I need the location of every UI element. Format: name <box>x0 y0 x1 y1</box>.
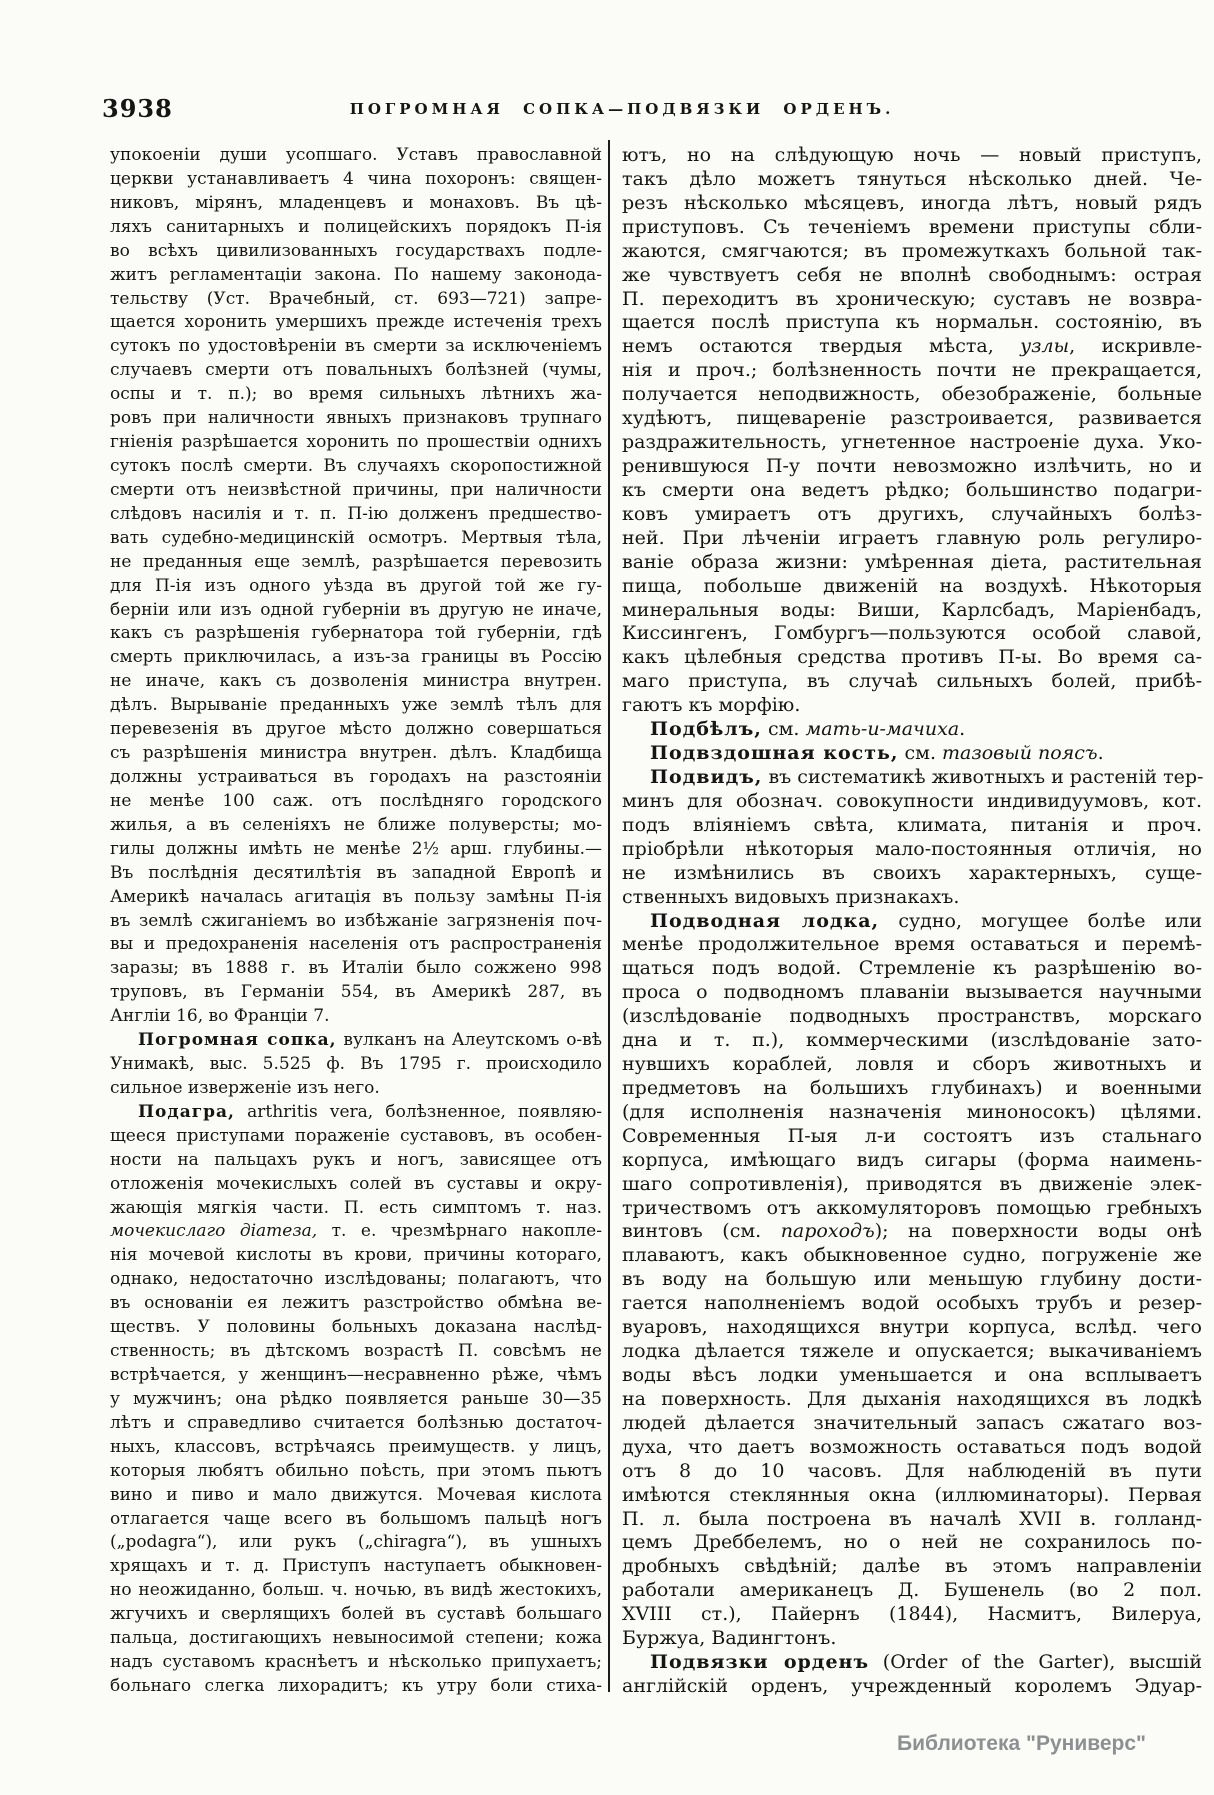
text-segment: узлы <box>1020 335 1070 358</box>
text-segment: пища, побольше движеній на воздухѣ. Нѣкоторыя <box>622 574 1202 597</box>
text-segment: людей дѣлается значительный запасъ сжатаго воз- <box>622 1411 1202 1434</box>
text-line <box>622 407 1202 431</box>
text-segment: на поверхность. Для дыханія находящихся въ лодкѣ <box>622 1387 1202 1410</box>
text-segment: . <box>1097 742 1104 765</box>
text-segment: лодка дѣлается тяжеле и опускается; выкачиваніемъ <box>622 1340 1202 1363</box>
text-line <box>622 1173 1202 1197</box>
text-segment: (Order of the Garter), высшій <box>869 1651 1202 1674</box>
text-segment: нувшихъ кораблей, ловля и сборъ животныхъ и <box>622 1053 1202 1076</box>
text-line <box>110 1340 602 1364</box>
text-segment: случаевъ смерти отъ повальныхъ болѣзней (чумы, <box>110 360 602 381</box>
text-line <box>110 1579 602 1603</box>
text-segment: , искривле- <box>1069 335 1202 358</box>
text-line <box>622 1053 1202 1077</box>
text-segment: слѣдовъ насилія и т. п. П-ію долженъ предшество- <box>110 503 602 524</box>
text-line <box>622 288 1202 312</box>
text-line <box>622 1579 1202 1603</box>
left-column <box>110 144 602 1699</box>
text-line <box>110 1149 602 1173</box>
text-line <box>110 288 602 312</box>
text-line <box>110 1555 602 1579</box>
text-line <box>110 264 602 288</box>
text-line <box>110 790 602 814</box>
text-segment: подъ вліяніемъ свѣта, климата, питанія и проч. <box>622 813 1202 836</box>
text-segment: для П-ія изъ одного уѣзда въ другой той же гу- <box>110 575 602 596</box>
text-segment: вулканъ на Алеутскомъ о-вѣ <box>336 1030 602 1051</box>
text-line <box>622 981 1202 1005</box>
text-line <box>110 1173 602 1197</box>
text-line <box>622 1340 1202 1364</box>
text-line <box>110 575 602 599</box>
text-segment: ); на поверхности воды онѣ <box>874 1220 1202 1243</box>
text-segment: во всѣхъ цивилизованныхъ государствахъ подле- <box>110 240 602 261</box>
column-divider-rule <box>608 140 610 1692</box>
text-line <box>622 455 1202 479</box>
text-segment: ровъ при наличности явныхъ признаковъ трупнаго <box>110 408 602 429</box>
text-segment: arthritis vera, болѣзненное, появляю- <box>234 1101 602 1122</box>
text-line <box>110 1436 602 1460</box>
text-line <box>110 335 602 359</box>
text-segment: нія и проч.; болѣзненность почти не прекращается, <box>622 359 1202 382</box>
text-segment: получается неподвижность, обезображеніе, больные <box>622 383 1202 406</box>
text-line <box>110 455 602 479</box>
text-line <box>622 1412 1202 1436</box>
text-line <box>622 599 1202 623</box>
text-line <box>622 1197 1202 1221</box>
text-line <box>622 1125 1202 1149</box>
text-segment: заразы; въ 1888 г. въ Италіи было сожжено 998 <box>110 958 602 979</box>
text-segment: ней. При лѣченіи играетъ главную роль регулиро- <box>622 526 1202 549</box>
text-line <box>622 957 1202 981</box>
text-segment: не измѣнились въ своихъ характерныхъ, суще- <box>622 861 1202 884</box>
text-line <box>110 431 602 455</box>
text-line <box>622 1651 1202 1675</box>
text-line <box>622 1316 1202 1340</box>
text-segment: немъ остаются твердыя мѣста, <box>622 335 1021 358</box>
right-column <box>622 144 1202 1699</box>
text-line <box>110 838 602 862</box>
text-line <box>622 933 1202 957</box>
text-segment: перевезенія въ другое мѣсто должно совершаться <box>110 719 602 740</box>
text-line <box>622 1149 1202 1173</box>
text-segment: какъ съ разрѣшенія губернатора той губерніи, гдѣ <box>110 623 602 644</box>
text-segment: ственность; въ дѣтскомъ возрастѣ П. совсѣмъ не <box>110 1341 602 1362</box>
text-segment: въ систематикѣ животныхъ и растеній тер- <box>762 765 1204 788</box>
text-segment: дна и т. п.), коммерческими (изслѣдованіе зато- <box>622 1029 1202 1052</box>
entry-headword: Погромная сопка, <box>138 1030 337 1051</box>
text-line <box>622 646 1202 670</box>
text-segment: Америкѣ началась агитація въ пользу замѣны П-ія <box>110 886 602 907</box>
text-segment: ности на пальцахъ рукъ и ногъ, зависящее отъ <box>110 1149 602 1170</box>
text-segment: пароходъ <box>780 1220 875 1243</box>
text-segment: плаваютъ, какъ обыкновенное судно, погруженіе же <box>622 1244 1202 1267</box>
text-segment: жилья, а въ селеніяхъ не ближе полуверсты; мо- <box>110 814 602 835</box>
text-segment: ляхъ санитарныхъ и полицейскихъ порядокъ П-ія <box>110 216 602 237</box>
text-segment: щаться подъ водой. Стремленіе къ разрѣшенію во- <box>622 957 1202 980</box>
text-segment: однако, недостаточно изслѣдованы; полагаютъ, что <box>110 1269 602 1290</box>
text-segment: маго приступа, въ случаѣ сильныхъ болей, прибѣ- <box>622 670 1202 693</box>
text-line <box>622 1220 1202 1244</box>
text-line <box>622 1364 1202 1388</box>
text-line <box>110 1077 602 1101</box>
text-line <box>622 1029 1202 1053</box>
text-segment: берніи или изъ одной губерніи въ другую не иначе, <box>110 599 602 620</box>
text-line <box>110 383 602 407</box>
text-segment: не менѣе 100 саж. отъ послѣдняго городского <box>110 790 602 811</box>
text-segment: жающія мягкія части. П. есть симптомъ т. наз. <box>110 1197 602 1218</box>
text-line <box>110 670 602 694</box>
text-line <box>110 742 602 766</box>
running-title: ПОГРОМНАЯ СОПКА—ПОДВЯЗКИ ОРДЕНЪ. <box>349 100 895 118</box>
text-segment: вино и пиво и мало движутся. Мочевая кислота <box>110 1484 602 1505</box>
text-segment: воды вѣсъ лодки уменьшается и она всплываетъ <box>622 1364 1202 1387</box>
text-line <box>622 886 1202 910</box>
text-segment: ютъ, но на слѣдующую ночь — новый приступъ, <box>622 144 1202 166</box>
entry-headword: Подагра, <box>138 1101 235 1122</box>
text-line <box>110 646 602 670</box>
text-segment: шаго сопротивленія), приводятся въ движеніе элек- <box>622 1172 1202 1195</box>
text-line <box>622 1675 1202 1699</box>
text-line <box>110 407 602 431</box>
text-segment: къ смерти она ведетъ рѣдко; большинство подагри- <box>622 478 1202 501</box>
text-line <box>622 790 1202 814</box>
text-line <box>622 1292 1202 1316</box>
text-segment: дѣлъ. Вырываніе преданныхъ уже землѣ тѣлъ для <box>110 695 602 716</box>
entry-headword: Подбѣлъ, <box>650 718 762 741</box>
text-line <box>622 168 1202 192</box>
text-line <box>110 527 602 551</box>
text-segment: никовъ, мірянъ, младенцевъ и монаховъ. Въ цѣ- <box>110 192 602 213</box>
text-line <box>622 335 1202 359</box>
text-segment: (для исполненія назначенія миноносокъ) цѣлями. <box>622 1100 1202 1123</box>
text-segment: тельству (Уст. Врачебный, ст. 693—721) запре- <box>110 288 602 309</box>
text-segment: но неожиданно, больш. ч. ночью, въ видѣ жестокихъ, <box>110 1580 602 1601</box>
text-line <box>622 311 1202 335</box>
text-line <box>110 1197 602 1221</box>
text-line <box>110 886 602 910</box>
text-segment: П. л. была построена въ началѣ XVII в. голланд- <box>622 1507 1202 1530</box>
text-segment: какъ цѣлебныя средства противъ П-ы. Во время са- <box>622 646 1202 669</box>
text-segment: хрящахъ и т. д. Приступъ наступаетъ обыкновен- <box>110 1556 602 1577</box>
text-segment: вы и предохраненія населенія отъ распространенія <box>110 934 602 955</box>
text-segment: см. <box>761 718 806 741</box>
text-line <box>110 1531 602 1555</box>
text-segment: отложенія мочекислыхъ солей въ суставы и окру- <box>110 1173 602 1194</box>
text-segment: гаютъ къ морфію. <box>622 694 801 717</box>
text-segment: Современныя П-ыя л-и состоятъ изъ стальнаго <box>622 1124 1202 1147</box>
text-segment: гніенія разрѣшается хоронить по прошествіи однихъ <box>110 432 602 453</box>
text-line <box>622 1555 1202 1579</box>
text-line <box>110 503 602 527</box>
text-line <box>622 1603 1202 1627</box>
text-segment: резъ нѣсколько мѣсяцевъ, иногда лѣтъ, новый рядъ <box>622 191 1202 214</box>
text-segment: винтовъ (см. <box>622 1220 781 1243</box>
text-segment: ваніе образа жизни: умѣренная діета, растительная <box>622 550 1202 573</box>
text-line <box>622 838 1202 862</box>
text-segment: пальца, достигающихъ невыносимой степени; кожа <box>110 1628 602 1649</box>
text-segment: корпуса, имѣющаго видъ сигары (форма наимень- <box>622 1148 1202 1171</box>
text-segment: т. е. чрезмѣрнаго накопле- <box>317 1221 602 1242</box>
text-line <box>110 1101 602 1125</box>
text-line <box>110 1364 602 1388</box>
text-segment: предметовъ на большихъ глубинахъ) и военными <box>622 1076 1202 1099</box>
text-segment: упокоеніи души усопшаго. Уставъ православной <box>110 145 602 165</box>
text-line <box>110 1220 602 1244</box>
text-line <box>622 622 1202 646</box>
text-line <box>110 910 602 934</box>
text-line <box>110 1675 602 1699</box>
text-line <box>622 264 1202 288</box>
text-line <box>622 1101 1202 1125</box>
text-segment: пріобрѣли нѣкоторыя мало-постоянныя отличія, но <box>622 837 1202 860</box>
text-segment: жгучихъ и сверлящихъ болей въ суставѣ большаго <box>110 1604 602 1625</box>
text-segment: тазовый поясъ <box>942 742 1098 765</box>
text-line <box>110 1603 602 1627</box>
text-line <box>110 718 602 742</box>
text-line <box>110 1316 602 1340</box>
text-line <box>110 1244 602 1268</box>
text-line <box>622 144 1202 168</box>
text-line <box>622 551 1202 575</box>
text-segment: жаются, смягчаются; въ промежуткахъ больной так- <box>622 239 1202 262</box>
text-line <box>622 742 1202 766</box>
text-segment: см. <box>898 742 943 765</box>
text-line <box>622 503 1202 527</box>
text-segment: не иначе, какъ съ дозволенія министра внутрен. <box>110 671 602 692</box>
text-segment: духа, что даетъ возможность оставаться подъ водой <box>622 1435 1202 1458</box>
text-line <box>622 1388 1202 1412</box>
text-segment: въ основаніи ея лежитъ разстройство обмѣна ве- <box>110 1293 602 1314</box>
text-line <box>622 527 1202 551</box>
text-segment: въ землѣ сжиганіемъ во избѣжаніе загрязненія поч- <box>110 910 602 931</box>
text-segment: ковъ умираетъ отъ другихъ, случайныхъ болѣз- <box>622 502 1202 525</box>
text-segment: же чувствуетъ себя не вполнѣ свободнымъ: острая <box>622 263 1202 286</box>
text-segment: имѣются стеклянныя окна (иллюминаторы). Первая <box>622 1483 1202 1506</box>
text-segment: вуаровъ, находящихся внутри корпуса, вслѣд. чего <box>622 1316 1202 1339</box>
text-segment: XVIII ст.), Пайернъ (1844), Насмитъ, Вилеруа, <box>622 1603 1202 1626</box>
text-segment: Въ послѣднія десятилѣтія въ западной Европѣ и <box>110 862 602 883</box>
text-segment: труповъ, въ Германіи 554, въ Америкѣ 287, въ <box>110 982 602 1003</box>
text-segment: должны устраиваться въ городахъ на разстояніи <box>110 766 602 787</box>
text-segment: сутокъ по удостовѣреніи въ смерти за исключеніемъ <box>110 336 602 357</box>
text-segment: судно, могущее болѣе или <box>879 909 1202 932</box>
text-segment: тричествомъ отъ аккомуляторовъ помощью гребныхъ <box>622 1196 1202 1219</box>
text-line <box>622 670 1202 694</box>
text-line <box>622 479 1202 503</box>
text-line <box>110 1053 602 1077</box>
text-segment: сутокъ послѣ смерти. Въ случаяхъ скоропостижной <box>110 455 602 476</box>
entry-headword: Подвидъ, <box>650 765 763 788</box>
text-line <box>622 216 1202 240</box>
text-segment: отъ 8 до 10 часовъ. Для наблюденій въ пути <box>622 1459 1202 1482</box>
text-segment: щается хоронить умершихъ прежде истеченія трехъ <box>110 312 602 333</box>
text-segment: гается наполненіемъ водой особыхъ трубъ и резер- <box>622 1292 1202 1315</box>
text-segment: ныхъ, классовъ, встрѣчаясь преимуществ. у лицъ, <box>110 1436 602 1457</box>
text-line <box>110 1651 602 1675</box>
text-segment: менѣе продолжительное время оставаться и перемѣ- <box>622 933 1202 956</box>
text-line <box>110 599 602 623</box>
text-segment: проса о подводномъ плаваніи вызывается научными <box>622 981 1202 1004</box>
entry-headword: Подводная лодка, <box>650 909 880 932</box>
text-line <box>622 1484 1202 1508</box>
text-segment: минъ для обознач. совокупности индивидуумовъ, кот. <box>622 789 1202 812</box>
text-line <box>110 479 602 503</box>
text-segment: П. переходитъ въ хроническую; суставъ не возвра- <box>622 287 1202 310</box>
text-line <box>622 718 1202 742</box>
text-segment: . <box>959 718 966 741</box>
text-line <box>110 168 602 192</box>
text-segment: церкви устанавливаетъ 4 чина похоронъ: священ- <box>110 168 602 189</box>
text-segment: ществъ. У половины больныхъ доказана наслѣд- <box>110 1317 602 1338</box>
text-line <box>110 1005 602 1029</box>
text-segment: встрѣчается, у женщинъ—несравненно рѣже, чѣмъ <box>110 1365 602 1386</box>
text-line <box>110 933 602 957</box>
text-segment: Буржуа, Вадингтонъ. <box>622 1627 837 1650</box>
text-line <box>622 1436 1202 1460</box>
text-line <box>622 910 1202 934</box>
text-segment: Киссингенъ, Гомбургъ—пользуются особой славой, <box>622 622 1202 645</box>
text-segment: смерти отъ неизвѣстной причины, при наличности <box>110 479 602 500</box>
text-line <box>110 957 602 981</box>
text-segment: худѣютъ, пищевареніе разстроивается, развивается <box>622 407 1202 430</box>
text-segment: ственныхъ видовыхъ признакахъ. <box>622 885 960 908</box>
text-segment: житъ регламентаціи закона. По нашему законода- <box>110 264 602 285</box>
text-line <box>622 694 1202 718</box>
text-segment: въ воду на большую или меньшую глубину дости- <box>622 1268 1202 1291</box>
text-line <box>110 1460 602 1484</box>
text-line <box>110 1388 602 1412</box>
text-line <box>622 1244 1202 1268</box>
text-line <box>622 431 1202 455</box>
text-line <box>110 1029 602 1053</box>
text-line <box>622 575 1202 599</box>
text-line <box>110 694 602 718</box>
text-line <box>110 1484 602 1508</box>
text-segment: гилы должны имѣть не менѣе 2½ арш. глубины.— <box>110 838 602 859</box>
text-segment: работали американецъ Д. Бушенель (во 2 пол. <box>622 1579 1202 1602</box>
text-segment: которыя любятъ обильно поѣсть, при этомъ пьютъ <box>110 1460 602 1481</box>
entry-headword: Подвздошная кость, <box>650 742 899 765</box>
text-segment: цемъ Дреббелемъ, но о ней не сохранилось по- <box>622 1531 1202 1554</box>
text-segment: Англіи 16, во Франціи 7. <box>110 1006 330 1027</box>
text-segment: смерть приключилась, а изъ-за границы въ Россію <box>110 647 602 668</box>
text-segment: надъ суставомъ краснѣетъ и нѣсколько припухаетъ; <box>110 1652 602 1673</box>
page-number: 3938 <box>102 94 173 123</box>
text-line <box>622 1005 1202 1029</box>
text-line <box>110 981 602 1005</box>
text-line <box>622 1077 1202 1101</box>
text-line <box>622 814 1202 838</box>
text-segment: минеральныя воды: Виши, Карлсбадъ, Маріенбадъ, <box>622 598 1202 621</box>
entry-headword: Подвязки орденъ <box>650 1651 870 1674</box>
text-segment: нія мочевой кислоты въ крови, причины котораго, <box>110 1245 602 1266</box>
text-line <box>110 1627 602 1651</box>
text-line <box>110 862 602 886</box>
text-segment: больнаго слегка лихорадитъ; къ утру боли стиха- <box>110 1676 602 1696</box>
text-segment: у мужчинъ; она рѣдко появляется раньше 30—35 <box>110 1388 602 1409</box>
text-line <box>110 144 602 168</box>
text-segment: мочекислаго діатеза, <box>110 1221 318 1242</box>
text-line <box>110 814 602 838</box>
text-segment: („podagra“), или рукъ („chiragra“), въ ушныхъ <box>110 1532 602 1553</box>
text-line <box>110 766 602 790</box>
text-line <box>110 622 602 646</box>
text-segment: раздражительность, угнетенное настроеніе духа. Уко- <box>622 431 1202 454</box>
text-line <box>110 216 602 240</box>
text-segment: дробныхъ свѣдѣній; далѣе въ этомъ направленіи <box>622 1555 1202 1578</box>
text-line <box>110 311 602 335</box>
text-line <box>110 1268 602 1292</box>
text-segment: отлагается чаще всего въ большомъ пальцѣ ногъ <box>110 1508 602 1529</box>
text-segment: приступовъ. Съ теченіемъ времени приступы сбли- <box>622 215 1202 238</box>
text-segment: вать судебно-медицинскій осмотръ. Мертвыя тѣла, <box>110 527 602 548</box>
text-segment: (изслѣдованіе подводныхъ пространствъ, морскаго <box>622 1005 1202 1028</box>
text-line <box>622 359 1202 383</box>
text-line <box>622 383 1202 407</box>
text-segment: англійскій орденъ, учрежденный королемъ Эдуар- <box>622 1675 1202 1697</box>
text-segment: оспы и т. п.); во время сильныхъ лѣтнихъ жа- <box>110 384 602 405</box>
text-segment: щееся приступами пораженіе суставовъ, въ особен- <box>110 1125 602 1146</box>
text-line <box>622 240 1202 264</box>
text-line <box>110 551 602 575</box>
text-line <box>110 1508 602 1532</box>
text-segment: щается послѣ приступа къ нормальн. состоянію, въ <box>622 311 1202 334</box>
text-segment: съ разрѣшенія министра внутрен. дѣлъ. Кладбища <box>110 743 602 764</box>
text-segment: такъ дѣло можетъ тянуться нѣсколько дней. Че- <box>622 167 1202 190</box>
text-line <box>110 1125 602 1149</box>
text-segment: не преданныя еще землѣ, разрѣшается перевозить <box>110 551 602 572</box>
text-line <box>622 1508 1202 1532</box>
text-segment: ренившуюся П-у почти невозможно излѣчить, но и <box>622 454 1202 477</box>
text-line <box>110 1412 602 1436</box>
text-line <box>110 240 602 264</box>
library-watermark: Библиотека "Руниверс" <box>897 1732 1147 1755</box>
text-line <box>622 862 1202 886</box>
text-line <box>110 1292 602 1316</box>
text-segment: сильное изверженіе изъ него. <box>110 1077 380 1098</box>
text-line <box>622 1460 1202 1484</box>
text-line <box>622 1627 1202 1651</box>
text-segment: лѣтъ и справедливо считается болѣзнью достаточ- <box>110 1412 602 1433</box>
text-line <box>622 1531 1202 1555</box>
text-line <box>622 1268 1202 1292</box>
text-segment: мать-и-мачиха <box>805 718 960 741</box>
text-line <box>110 359 602 383</box>
text-segment: Унимакѣ, выс. 5.525 ф. Въ 1795 г. происходило <box>110 1054 602 1075</box>
text-line <box>622 192 1202 216</box>
text-line <box>110 192 602 216</box>
text-line <box>622 766 1202 790</box>
